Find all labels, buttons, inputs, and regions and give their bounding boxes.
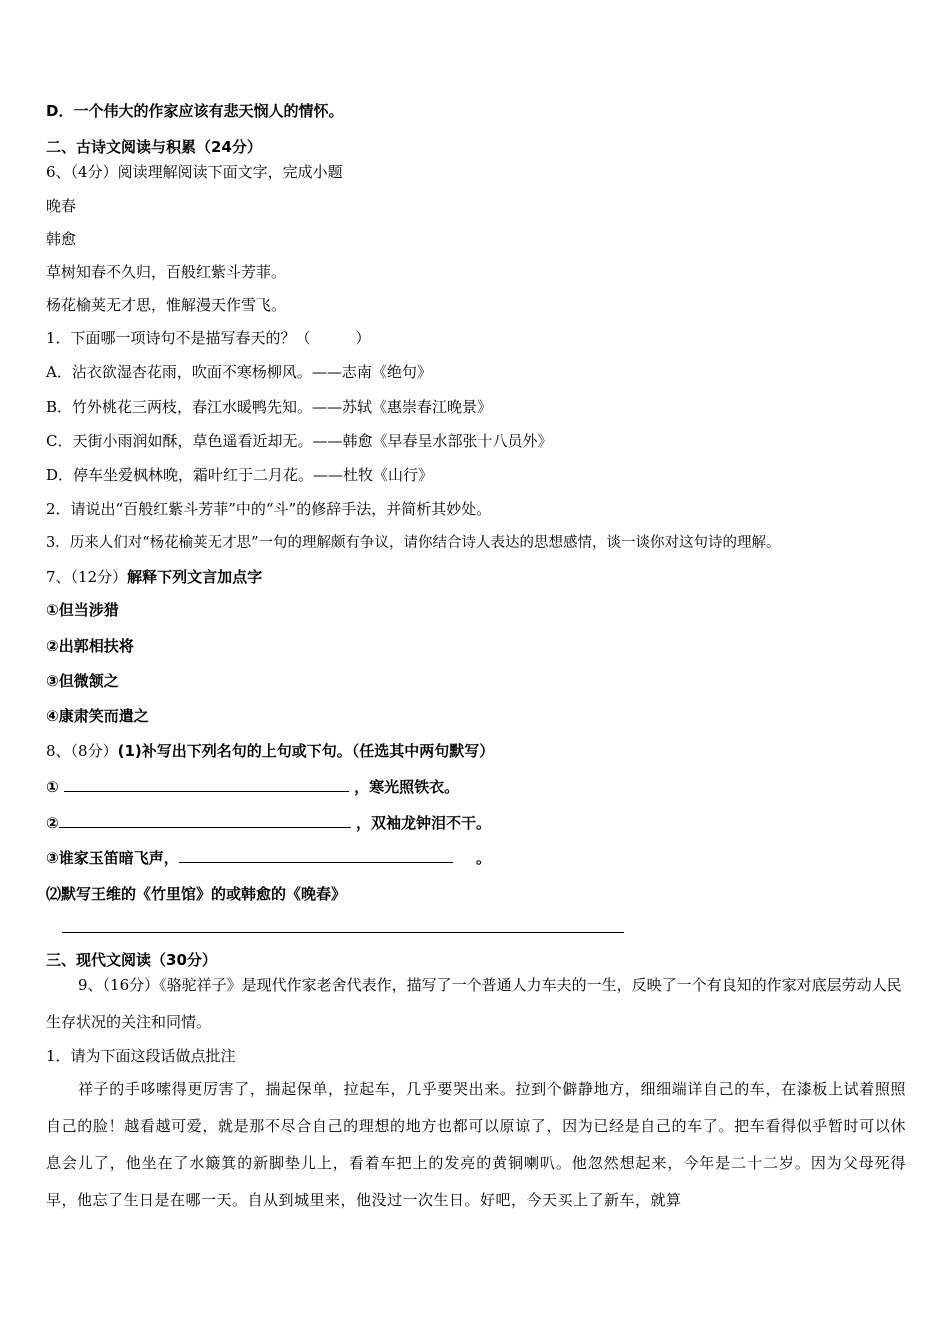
- q7-title: 解释下列文言加点字: [127, 568, 263, 586]
- q7-item-3: ③但微颔之: [46, 672, 119, 690]
- poem-author: 韩愈: [46, 230, 77, 248]
- q8-prefix: 8、（8分）: [46, 742, 118, 760]
- q8-item-1-suffix: ，寒光照铁衣。: [354, 778, 460, 796]
- q8-line: [46, 741, 910, 761]
- q8-item-1-blank[interactable]: [64, 777, 349, 792]
- q6-sub2: 2．请说出“百般红紫斗芳菲”中的“斗”的修辞手法，并简析其妙处。: [46, 500, 492, 518]
- q6-option-a: A．沾衣欲湿杏花雨，吹面不寒杨柳风。——志南《绝句》: [46, 363, 432, 381]
- q6-sub1: 1．下面哪一项诗句不是描写春天的？（ ）: [46, 329, 371, 347]
- section2-heading: 二、古诗文阅读与积累（24分）: [46, 138, 262, 156]
- q9-passage: 祥子的手哆嗦得更厉害了，揣起保单，拉起车，几乎要哭出来。拉到个僻静地方，细细端详自己的车，在漆板上试着照照自己的脸！越看越可爱，就是那不尽合自己的理想的地方也都可以原谅了，因为已经是自己的车了。把车看得似乎暂时可以休息会儿了，他坐在了水簸箕的新脚垫儿上，看着车把上的发亮的黄铜喇叭。他忽然想起来，今年是二十二岁。因为父母死得早，他忘了生日是在哪一天。自从到城里来，他没过一次生日。好吧，今天买上了新车，就算: [46, 1080, 906, 1209]
- q6-sub3: 3．历来人们对“杨花榆荚无才思”一句的理解颇有争议，请你结合诗人表达的思想感情，谈一谈你对这句诗的理解。: [46, 535, 781, 551]
- poem-line-2: 杨花榆荚无才思，惟解漫天作雪飞。: [46, 296, 287, 314]
- q8-item-3: [46, 848, 910, 868]
- q8-part-2: ⑵默写王维的《竹里馆》的或韩愈的《晚春》: [46, 885, 347, 903]
- q6-option-c: C．天街小雨润如酥，草色遥看近却无。——韩愈《早春呈水部张十八员外》: [46, 432, 553, 450]
- poem-line-1: 草树知春不久归，百般红紫斗芳菲。: [46, 263, 287, 281]
- q8-item-3-suffix: 。: [475, 849, 491, 867]
- q7-line: [46, 567, 910, 587]
- q8-item-1: [46, 777, 910, 797]
- q6-option-d: D．停车坐爱枫林晚，霜叶红于二月花。——杜牧《山行》: [46, 466, 434, 484]
- q8-item-3-blank[interactable]: [179, 848, 453, 863]
- q8-item-2-prefix: ②: [46, 814, 59, 832]
- q7-item-2: ②出郭相扶将: [46, 637, 134, 655]
- q7-item-1: ①但当涉猎: [46, 601, 119, 619]
- q6-stem: 6、（4分）阅读理解阅读下面文字，完成小题: [46, 163, 343, 181]
- q9-sub1: 1．请为下面这段话做点批注: [46, 1047, 236, 1065]
- section3-heading: 三、现代文阅读（30分）: [46, 951, 217, 969]
- q9-intro: 9、（16分）《骆驼祥子》是现代作家老舍代表作，描写了一个普通人力车夫的一生，反映了一个有良知的作家对底层劳动人民生存状况的关注和同情。: [46, 976, 902, 1031]
- poem-title: 晚春: [46, 197, 77, 215]
- q8-title: (1)补写出下列名句的上句或下句。（任选其中两句默写）: [117, 742, 495, 760]
- q8-item-2-blank[interactable]: [59, 813, 351, 828]
- q8-item-3-prefix: ③谁家玉笛暗飞声，: [46, 849, 179, 867]
- q6-option-b: B．竹外桃花三两枝，春江水暖鸭先知。——苏轼《惠崇春江晚景》: [46, 398, 493, 416]
- q8-item-2-suffix: ，双袖龙钟泪不干。: [355, 814, 491, 832]
- q8-item-1-prefix: ①: [46, 778, 59, 796]
- q7-item-4: ④康肃笑而遣之: [46, 707, 149, 725]
- q7-prefix: 7、（12分）: [46, 568, 128, 586]
- q5-option-d: D．一个伟大的作家应该有悲天悯人的情怀。: [46, 102, 344, 120]
- q8-answer-line[interactable]: [62, 932, 624, 933]
- q8-item-2: [46, 813, 910, 833]
